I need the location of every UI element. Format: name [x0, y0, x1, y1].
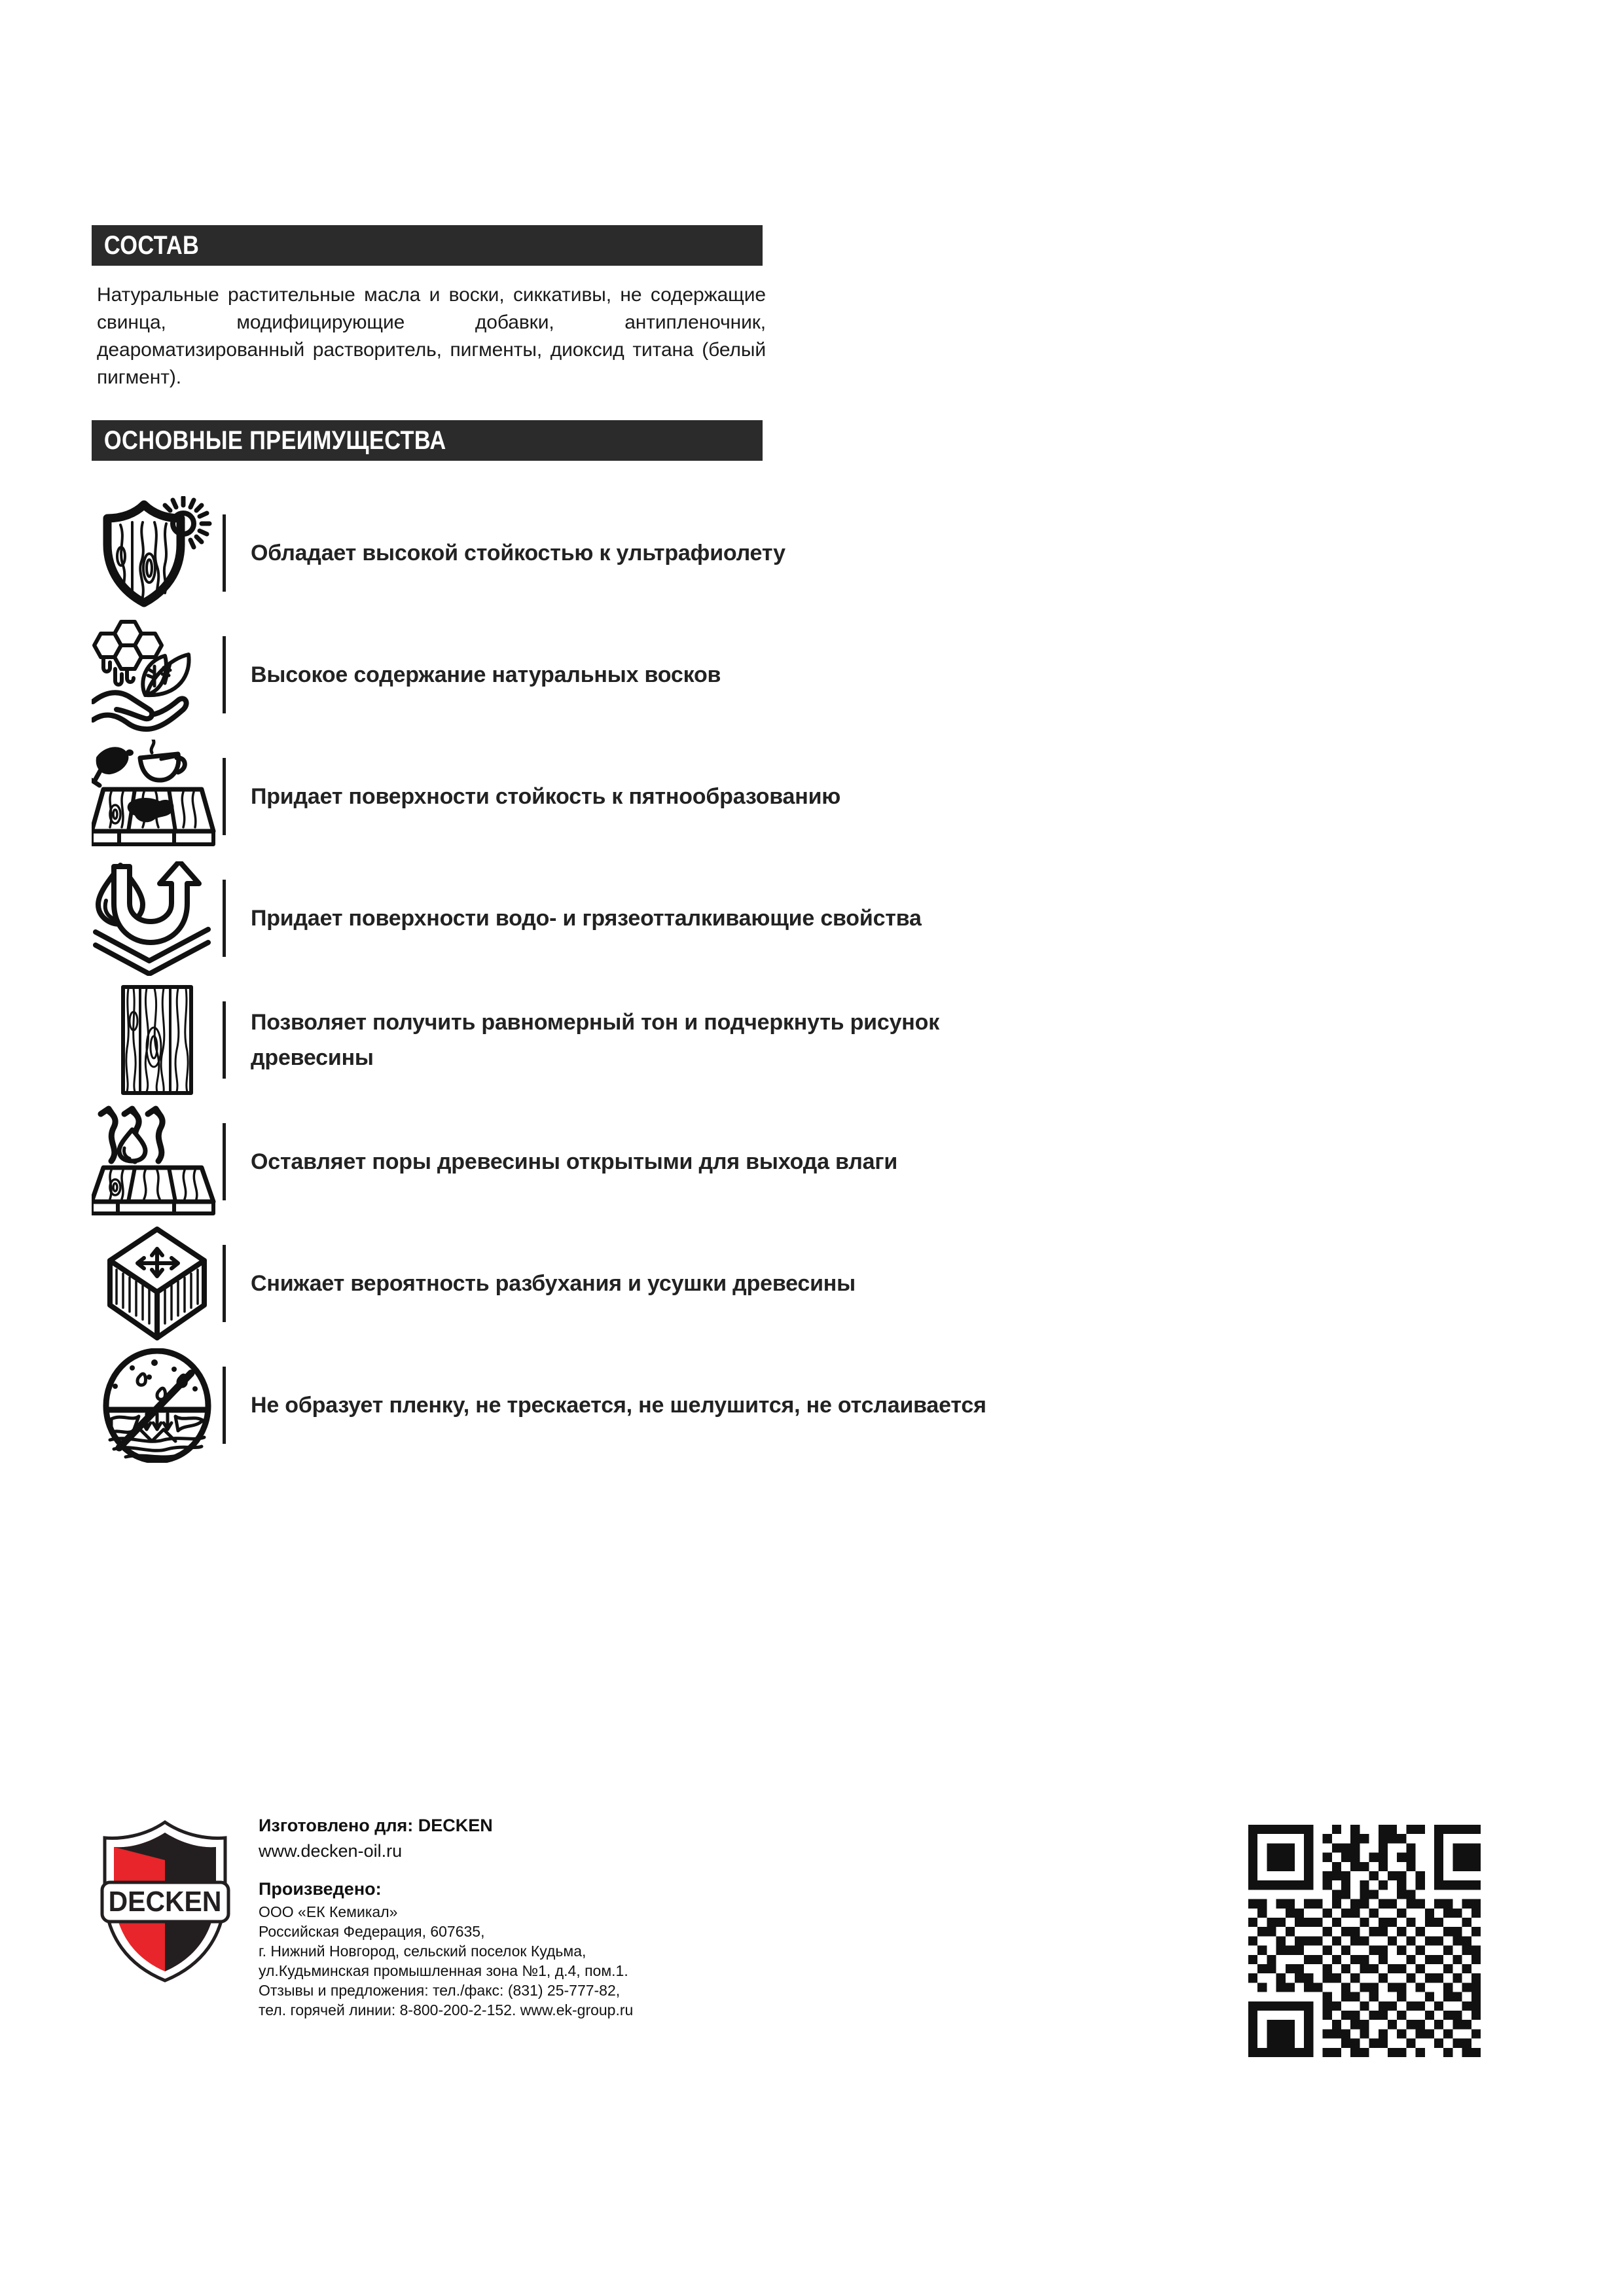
decken-logo: [98, 1820, 232, 1983]
benefit-label: Придает поверхности стойкость к пятнообразованию: [251, 784, 841, 809]
benefit-item: [92, 1223, 1113, 1344]
water-repellent-layers-icon: [92, 861, 223, 976]
benefit-item: [92, 1344, 1113, 1466]
benefit-label: Снижает вероятность разбухания и усушки древесины: [251, 1271, 856, 1296]
benefit-item: [92, 614, 1113, 736]
footer-info: [259, 1813, 848, 2020]
benefit-label: Не образует пленку, не трескается, не шелушится, не отслаивается: [251, 1393, 986, 1418]
benefit-item: [92, 857, 1113, 979]
composition-body-text: Натуральные растительные масла и воски, сиккативы, не содержащие свинца, модифицирующие добавки, антипленочник, деароматизированный растворитель, пигменты, диоксид титана (белый пигмент).: [97, 284, 766, 388]
address-line: г. Нижний Новгород, сельский поселок Кудьма,: [259, 1943, 586, 1960]
section-header-benefits: [92, 420, 763, 461]
benefit-label: Обладает высокой стойкостью к ультрафиолету: [251, 541, 785, 565]
benefit-divider: [223, 880, 226, 957]
spill-stain-wood-icon: [92, 740, 223, 854]
benefit-divider: [223, 1367, 226, 1444]
section-header-composition: [92, 225, 763, 266]
address-line: ул.Кудьминская промышленная зона №1, д.4, пом.1.: [259, 1962, 628, 1979]
qr-code[interactable]: [1248, 1825, 1481, 2057]
address-line: ООО «ЕК Кемикал»: [259, 1903, 398, 1920]
address-line: тел. горячей линии: 8-800-200-2-152. www.ek-group.ru: [259, 2001, 634, 2018]
vapor-open-pores-icon: [92, 1105, 223, 1219]
honeycomb-leaf-hand-icon: [92, 618, 223, 732]
produced-label: Произведено:: [259, 1879, 382, 1899]
benefit-divider: [223, 1001, 226, 1079]
address-line: Российская Федерация, 607635,: [259, 1923, 485, 1940]
benefit-item: [92, 492, 1113, 614]
benefit-divider: [223, 514, 226, 592]
section-header-benefits-label: ОСНОВНЫЕ ПРЕИМУЩЕСТВА: [103, 425, 446, 455]
section-header-composition-label: СОСТАВ: [103, 230, 200, 260]
benefit-label: Оставляет поры древесины открытыми для выхода влаги: [251, 1149, 898, 1174]
made-for-line: Изготовлено для: DECKEN: [259, 1816, 493, 1835]
website-url[interactable]: www.decken-oil.ru: [259, 1841, 403, 1861]
benefit-item: [92, 1101, 1113, 1223]
wood-grain-board-icon: [92, 983, 223, 1098]
benefit-item: [92, 736, 1113, 857]
benefits-list: [92, 492, 1113, 1466]
decken-logo-text: DECKEN: [108, 1886, 222, 1918]
address-line: Отзывы и предложения: тел./факс: (831) 25-777-82,: [259, 1982, 621, 1999]
benefit-label: Высокое содержание натуральных восков: [251, 662, 721, 687]
wood-cube-shrink-icon: [92, 1227, 223, 1341]
benefit-divider: [223, 1245, 226, 1322]
benefit-divider: [223, 636, 226, 713]
no-peeling-circle-icon: [92, 1348, 223, 1463]
benefit-item: [92, 979, 1113, 1101]
benefit-label: Позволяет получить равномерный тон и подчеркнуть рисунок древесины: [251, 1010, 940, 1070]
benefit-divider: [223, 758, 226, 835]
shield-wood-uv-icon: [92, 496, 223, 611]
benefit-divider: [223, 1123, 226, 1200]
benefit-label: Придает поверхности водо- и грязеотталкивающие свойства: [251, 906, 922, 931]
